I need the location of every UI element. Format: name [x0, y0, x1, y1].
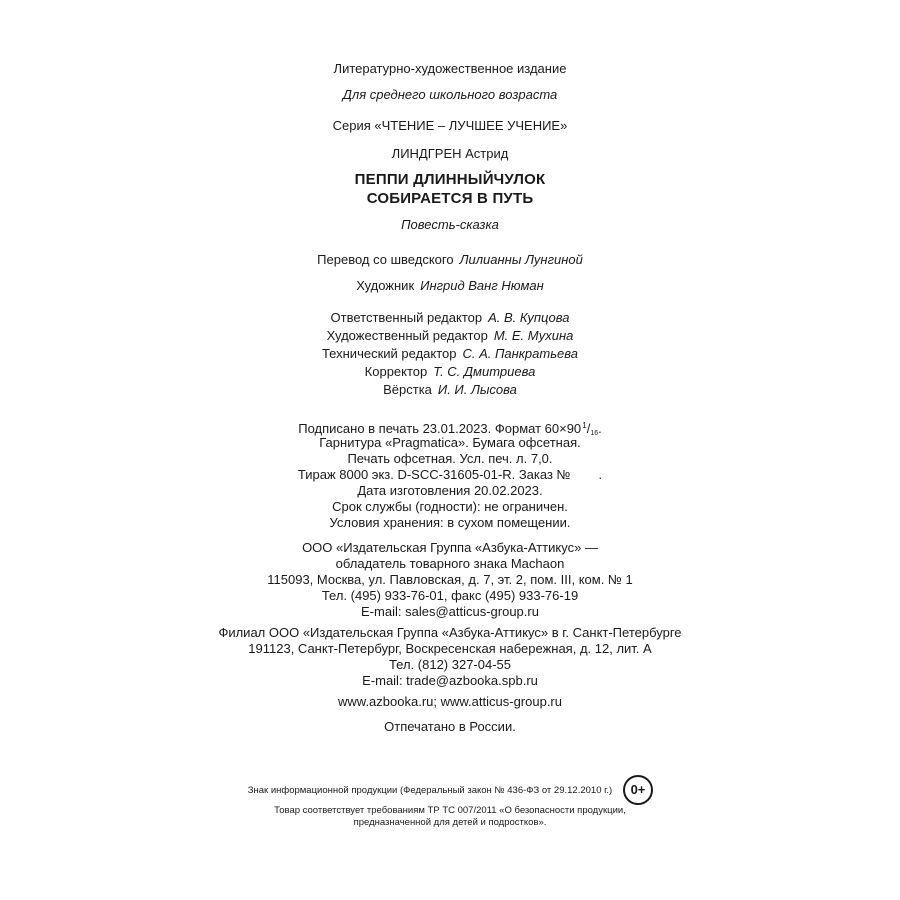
storage-conditions: Условия хранения: в сухом помещении. — [329, 515, 571, 530]
translation-label: Перевод со шведского — [317, 252, 454, 267]
translator-name: Лилианны Лунгиной — [459, 252, 583, 267]
publisher-address: 115093, Москва, ул. Павловская, д. 7, эт. 2, пом. III, ком. № 1 — [267, 572, 633, 587]
editor-label: Вёрстка — [383, 382, 432, 397]
branch-name: Филиал ООО «Издательская Группа «Азбука-Аттикус» в г. Санкт-Петербурге — [218, 625, 682, 640]
illustrator-name: Ингрид Ванг Нюман — [420, 278, 544, 293]
illustrator-credit — [0, 278, 900, 294]
editor-label: Технический редактор — [321, 346, 457, 361]
editor-name: И. И. Лысова — [437, 382, 517, 397]
title-line-1: ПЕППИ ДЛИННЫЙЧУЛОК — [354, 171, 546, 188]
print-signed: Подписано в печать 23.01.2023. Формат 60×90 $^1/_{16}$. — [298, 421, 602, 437]
editor-credit — [0, 382, 900, 398]
editor-label: Корректор — [364, 364, 428, 379]
print-signed-text: Подписано в печать 23.01.2023. Формат 60×90 — [298, 421, 582, 436]
compliance-line-1: Товар соответствует требованиям ТР ТС 007/2011 «О безопасности продукции, — [274, 805, 626, 816]
genre: Повесть-сказка — [401, 217, 499, 232]
series: Серия «ЧТЕНИЕ – ЛУЧШЕЕ УЧЕНИЕ» — [332, 118, 568, 133]
publisher-name: ООО «Издательская Группа «Азбука-Аттикус» — — [302, 540, 598, 555]
illustrator-label: Художник — [356, 278, 415, 293]
edition-type: Литературно-художественное издание — [333, 61, 567, 76]
print-run-text: Тираж 8000 экз. D-SCC-31605-01-R. Заказ № — [297, 467, 571, 482]
branch-phone: Тел. (812) 327-04-55 — [388, 657, 512, 672]
editor-label: Художественный редактор — [326, 328, 488, 343]
editor-credit — [0, 346, 900, 362]
printed-in: Отпечатано в России. — [384, 719, 516, 734]
format-denominator: 16 — [590, 430, 599, 437]
title-line-2: СОБИРАЕТСЯ В ПУТЬ — [366, 190, 534, 207]
editor-name: А. В. Купцова — [488, 310, 570, 325]
info-product-mark: Знак информационной продукции (Федеральный закон № 436-ФЗ от 29.12.2010 г.) — [247, 785, 613, 796]
editor-name: С. А. Панкратьева — [462, 346, 579, 361]
branch-address: 191123, Санкт-Петербург, Воскресенская набережная, д. 12, лит. А — [248, 641, 652, 656]
editor-credit — [0, 310, 900, 326]
editor-label: Ответственный редактор — [330, 310, 483, 325]
translation-credit — [0, 252, 900, 268]
format-end: . — [598, 421, 602, 436]
publisher-email: E-mail: sales@atticus-group.ru — [361, 604, 539, 619]
publisher-phone: Тел. (495) 933-76-01, факс (495) 933-76-19 — [321, 588, 579, 603]
shelf-life: Срок службы (годности): не ограничен. — [332, 499, 568, 514]
editor-name: М. Е. Мухина — [493, 328, 574, 343]
print-run-end: . — [598, 467, 603, 482]
editor-name: Т. С. Дмитриева — [433, 364, 536, 379]
editor-credit — [0, 364, 900, 380]
publisher-trademark: обладатель товарного знака Machaon — [335, 556, 565, 571]
author: ЛИНДГРЕН Астрид — [391, 146, 509, 161]
manufacture-date: Дата изготовления 20.02.2023. — [357, 483, 543, 498]
branch-email: E-mail: trade@azbooka.spb.ru — [362, 673, 538, 688]
print-run — [0, 467, 900, 483]
format-numerator: 1 — [582, 421, 587, 430]
compliance-line-2: предназначенной для детей и подростков». — [353, 817, 547, 828]
editor-credit — [0, 328, 900, 344]
websites: www.azbooka.ru; www.atticus-group.ru — [338, 694, 562, 709]
typeface-paper: Гарнитура «Pragmatica». Бумага офсетная. — [319, 435, 581, 450]
printing-info: Печать офсетная. Усл. печ. л. 7,0. — [347, 451, 553, 466]
age-rating-badge: 0+ — [623, 775, 653, 805]
audience: Для среднего школьного возраста — [342, 87, 558, 102]
